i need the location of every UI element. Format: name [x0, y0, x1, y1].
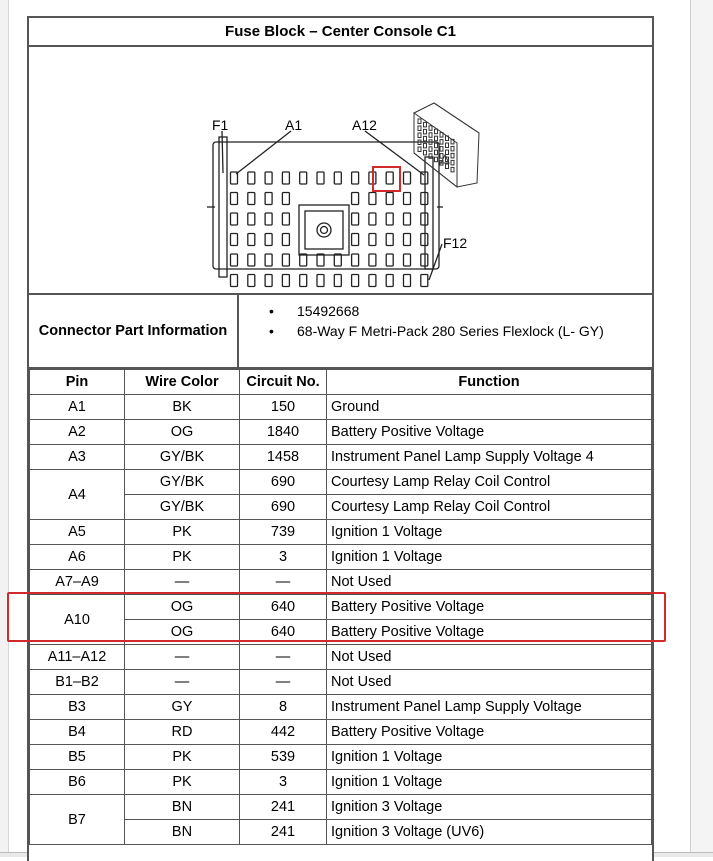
cell-wire-color: PK: [125, 520, 240, 545]
cell-wire-color: —: [125, 645, 240, 670]
table-row: [30, 395, 652, 420]
cell-wire-color: —: [125, 570, 240, 595]
pin-cavity: [421, 275, 428, 287]
table-row: [30, 445, 652, 470]
pin-cavity: [334, 172, 341, 184]
cell-pin: B7: [30, 795, 125, 845]
table-row: [30, 470, 652, 495]
pin-cavity: [300, 254, 307, 266]
table-row: [30, 545, 652, 570]
cell-pin: A5: [30, 520, 125, 545]
pin-cavity: [231, 275, 238, 287]
cell-circuit-no: 690: [240, 495, 327, 520]
cell-function: Courtesy Lamp Relay Coil Control: [327, 495, 652, 520]
cell-wire-color: OG: [125, 620, 240, 645]
pin-cavity: [265, 172, 272, 184]
cell-wire-color: OG: [125, 420, 240, 445]
pin-cavity: [265, 275, 272, 287]
pin-cavity: [248, 172, 255, 184]
pin-cavity: [248, 193, 255, 205]
pin-cavity: [248, 254, 255, 266]
cell-circuit-no: 442: [240, 720, 327, 745]
cell-pin: B1–B2: [30, 670, 125, 695]
pin-cavity: [248, 275, 255, 287]
cell-function: Ignition 1 Voltage: [327, 770, 652, 795]
pin-cavity: [369, 254, 376, 266]
table-header-row: [30, 370, 652, 395]
cell-pin: B6: [30, 770, 125, 795]
pin-cavity: [386, 275, 393, 287]
pin-cavity: [404, 172, 411, 184]
center-bolt-core: [321, 227, 328, 234]
cell-function: Ground: [327, 395, 652, 420]
cell-function: Battery Positive Voltage: [327, 720, 652, 745]
leader-a1: [236, 131, 291, 174]
cell-circuit-no: 739: [240, 520, 327, 545]
cell-pin: A4: [30, 470, 125, 520]
connector-info-row: [29, 295, 652, 369]
pin-cavity: [421, 193, 428, 205]
cell-function: Not Used: [327, 570, 652, 595]
pin-cavity: [404, 193, 411, 205]
label-a12: A12: [352, 117, 377, 133]
cell-wire-color: BK: [125, 395, 240, 420]
pin-cavity: [265, 254, 272, 266]
cell-circuit-no: 640: [240, 620, 327, 645]
page-left-edge: [0, 0, 9, 857]
cell-pin: A1: [30, 395, 125, 420]
cell-wire-color: RD: [125, 720, 240, 745]
a10-highlight-box: [7, 592, 666, 642]
pin-cavity: [386, 213, 393, 225]
pin-cavity: [352, 254, 359, 266]
pin-cavity: [231, 254, 238, 266]
table-row: [30, 695, 652, 720]
connector-info-item: • 15492668: [269, 303, 360, 319]
cell-circuit-no: 150: [240, 395, 327, 420]
pin-cavity: [317, 275, 324, 287]
cell-circuit-no: —: [240, 570, 327, 595]
pin-cavity: [421, 234, 428, 246]
pin-cavity: [265, 234, 272, 246]
pin-cavity: [282, 193, 289, 205]
pin-cavity: [300, 172, 307, 184]
pin-cavity: [334, 275, 341, 287]
pin-cavity: [334, 254, 341, 266]
pin-cavity: [352, 275, 359, 287]
scrollbar-track[interactable]: [690, 0, 713, 857]
cell-wire-color: GY/BK: [125, 470, 240, 495]
center-boss: [299, 205, 349, 255]
connector-diagram: [29, 47, 652, 295]
pin-cavity: [282, 275, 289, 287]
document-sheet: [27, 16, 654, 861]
pin-cavity: [404, 254, 411, 266]
cell-pin: A7–A9: [30, 570, 125, 595]
pin-cavity: [386, 254, 393, 266]
cell-wire-color: PK: [125, 770, 240, 795]
cell-circuit-no: 3: [240, 545, 327, 570]
pin-cavity: [386, 172, 393, 184]
cell-wire-color: GY: [125, 695, 240, 720]
table-row: [30, 720, 652, 745]
cell-circuit-no: 640: [240, 595, 327, 620]
cell-circuit-no: 241: [240, 820, 327, 845]
pin-cavity: [352, 172, 359, 184]
header-wire-color: Wire Color: [125, 370, 240, 395]
header-function: Function: [327, 370, 652, 395]
pin-cavity: [404, 213, 411, 225]
cell-pin: A10: [30, 595, 125, 645]
pin-cavity: [369, 234, 376, 246]
pin-cavity: [369, 193, 376, 205]
cell-function: Not Used: [327, 645, 652, 670]
table-row: [30, 795, 652, 820]
label-f12: F12: [443, 235, 468, 251]
pin-cavity: [352, 193, 359, 205]
cell-wire-color: BN: [125, 820, 240, 845]
center-boss-inner: [305, 211, 343, 249]
label-f1: F1: [212, 117, 229, 133]
pin-cavity: [352, 213, 359, 225]
pin-cavity: [404, 234, 411, 246]
cell-wire-color: GY/BK: [125, 495, 240, 520]
label-a1: A1: [285, 117, 303, 133]
cell-circuit-no: 690: [240, 470, 327, 495]
cell-circuit-no: 1458: [240, 445, 327, 470]
pin-cavity: [265, 193, 272, 205]
cell-function: Instrument Panel Lamp Supply Voltage: [327, 695, 652, 720]
table-row: [30, 670, 652, 695]
leader-f12: [429, 244, 442, 280]
cell-function: Ignition 3 Voltage (UV6): [327, 820, 652, 845]
pin-cavity: [421, 254, 428, 266]
pin-cavity: [369, 275, 376, 287]
cell-pin: B3: [30, 695, 125, 720]
pin-cavity: [282, 234, 289, 246]
cell-circuit-no: 8: [240, 695, 327, 720]
center-bolt-hole: [317, 223, 331, 237]
cell-wire-color: OG: [125, 595, 240, 620]
cell-circuit-no: 3: [240, 770, 327, 795]
connector-info-list: [239, 295, 652, 367]
pin-cavity: [282, 254, 289, 266]
cell-pin: A6: [30, 545, 125, 570]
cell-function: Battery Positive Voltage: [327, 620, 652, 645]
cell-pin: B4: [30, 720, 125, 745]
table-row: [30, 420, 652, 445]
cell-pin: A2: [30, 420, 125, 445]
table-row: [30, 770, 652, 795]
pin-cavity: [265, 213, 272, 225]
cell-function: Ignition 1 Voltage: [327, 745, 652, 770]
cell-circuit-no: 539: [240, 745, 327, 770]
cell-function: Courtesy Lamp Relay Coil Control: [327, 470, 652, 495]
table-row: [30, 745, 652, 770]
connector-drawing: [29, 47, 652, 293]
connector-info-item: • 68-Way F Metri-Pack 280 Series Flexlock (L- GY): [269, 323, 604, 339]
pin-cavity: [421, 213, 428, 225]
connector-info-label: Connector Part Information: [29, 295, 239, 367]
pin-cavity: [317, 172, 324, 184]
pin-cavity: [248, 213, 255, 225]
cell-function: Ignition 3 Voltage: [327, 795, 652, 820]
cell-wire-color: PK: [125, 745, 240, 770]
header-pin: Pin: [30, 370, 125, 395]
cavity-grid: [207, 131, 443, 287]
cell-function: Not Used: [327, 670, 652, 695]
cell-pin: A3: [30, 445, 125, 470]
cell-function: Instrument Panel Lamp Supply Voltage 4: [327, 445, 652, 470]
pin-cavity: [300, 275, 307, 287]
table-row: [30, 570, 652, 595]
cell-circuit-no: —: [240, 670, 327, 695]
cell-function: Battery Positive Voltage: [327, 595, 652, 620]
cell-circuit-no: 1840: [240, 420, 327, 445]
pin-cavity: [386, 234, 393, 246]
pin-cavity: [386, 193, 393, 205]
cell-circuit-no: 241: [240, 795, 327, 820]
table-row: [30, 520, 652, 545]
cell-function: Ignition 1 Voltage: [327, 520, 652, 545]
cell-circuit-no: —: [240, 645, 327, 670]
page-title: Fuse Block – Center Console C1: [29, 18, 652, 47]
cell-wire-color: GY/BK: [125, 445, 240, 470]
pin-cavity: [404, 275, 411, 287]
table-row: [30, 645, 652, 670]
pin-cavity: [231, 234, 238, 246]
pin-cavity: [369, 213, 376, 225]
cell-function: Battery Positive Voltage: [327, 420, 652, 445]
pin-cavity: [317, 254, 324, 266]
pin-cavity: [231, 193, 238, 205]
header-circuit-no: Circuit No.: [240, 370, 327, 395]
cell-wire-color: —: [125, 670, 240, 695]
cell-wire-color: BN: [125, 795, 240, 820]
pin-cavity: [282, 172, 289, 184]
pin-cavity: [282, 213, 289, 225]
cell-function: Ignition 1 Voltage: [327, 545, 652, 570]
cell-wire-color: PK: [125, 545, 240, 570]
cell-pin: B5: [30, 745, 125, 770]
cell-pin: A11–A12: [30, 645, 125, 670]
pin-cavity: [352, 234, 359, 246]
pin-cavity: [248, 234, 255, 246]
pin-cavity: [231, 213, 238, 225]
